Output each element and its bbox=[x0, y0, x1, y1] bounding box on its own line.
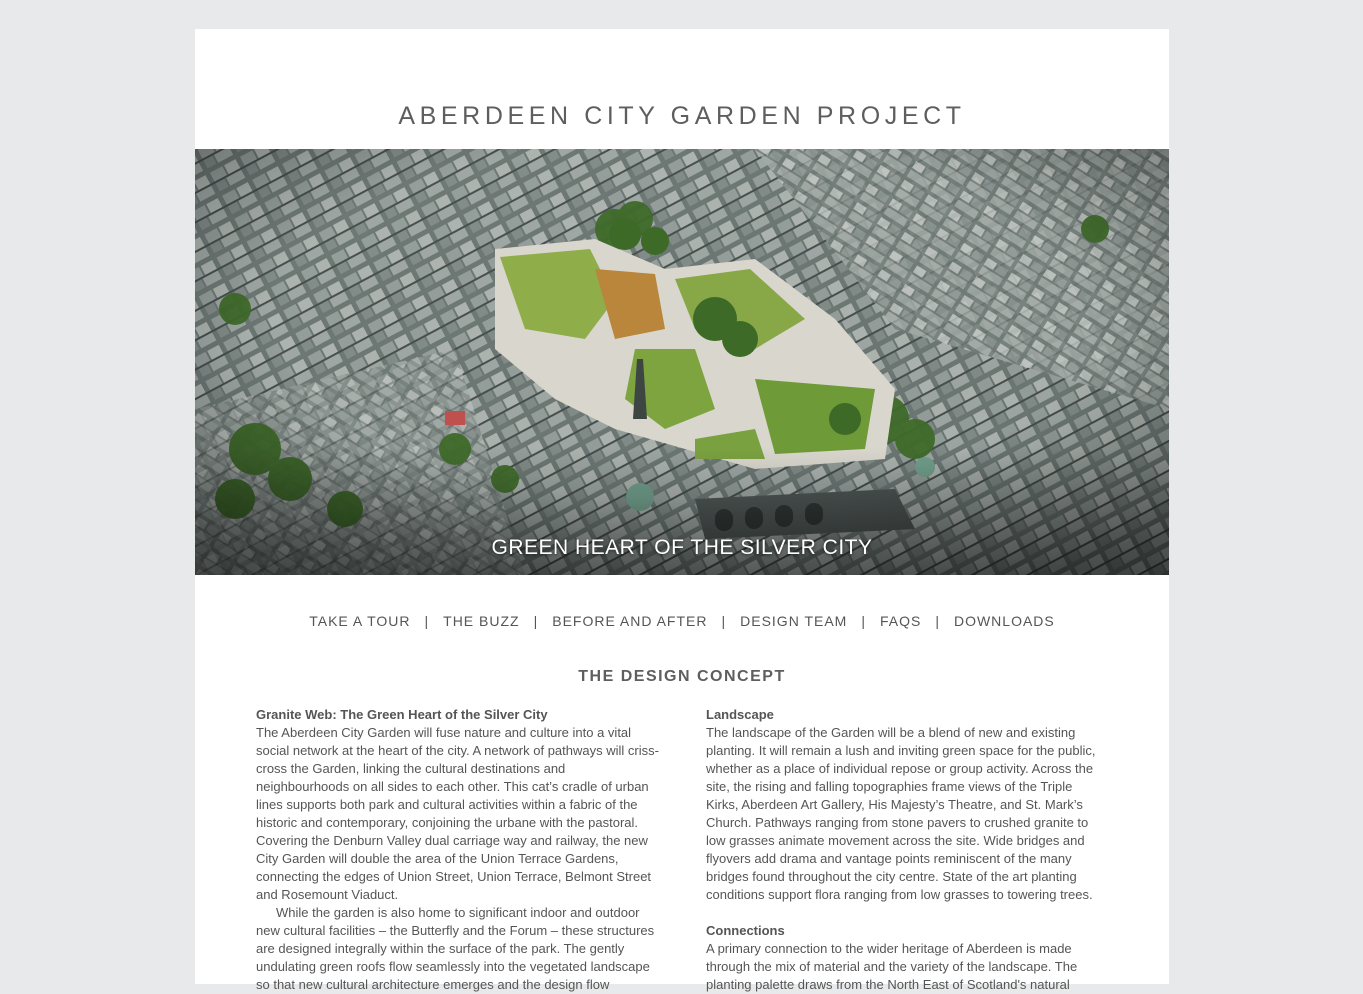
page-container bbox=[195, 29, 1169, 992]
nav-take-a-tour[interactable]: TAKE A TOUR bbox=[309, 613, 411, 629]
landscape-paragraph: The landscape of the Garden will be a blend of new and existing planting. It will remain a lush and inviting green space for the public, whether as a place of individual repose or group activity. Across the site, the rising and falling topographies frame views of the Triple Kirks, Aberdeen Art Gallery, His Majesty’s Theatre, and St. Mark’s Church. Pathways ranging from stone pavers to crushed granite to low grasses animate movement across the site. Wide bridges and flyovers add drama and vantage points reminiscent of the many bridges found throughout the city centre. State of the art planting conditions support flora ranging from low grasses to towering trees. bbox=[706, 725, 1096, 902]
nav-before-and-after[interactable]: BEFORE AND AFTER bbox=[552, 613, 708, 629]
left-column bbox=[256, 706, 660, 994]
hero-aerial-image bbox=[195, 149, 1169, 575]
landscape-heading: Landscape bbox=[706, 707, 774, 722]
nav-separator: | bbox=[533, 613, 539, 629]
section-spacer bbox=[706, 904, 1106, 922]
connections-paragraph: A primary connection to the wider heritage of Aberdeen is made through the mix of material and the variety of the landscape. The planting palette draws from the North East of Scotland's natural bbox=[706, 941, 1078, 992]
left-column-paragraph-2: While the garden is also home to significant indoor and outdoor new cultural facilities – the Butterfly and the Forum – these structures are designed integrally within the surface of the park. The gently undulating green roofs flow seamlessly into the vegetated landscape so that new cultural architecture emerges and the design flow bbox=[256, 905, 655, 992]
right-column bbox=[706, 706, 1106, 994]
connections-heading: Connections bbox=[706, 923, 785, 938]
hero-banner bbox=[195, 149, 1169, 575]
site-title: ABERDEEN CITY GARDEN PROJECT bbox=[398, 102, 966, 130]
left-column-paragraph-1: The Aberdeen City Garden will fuse nature and culture into a vital social network at the heart of the city. A network of pathways will criss-cross the Garden, linking the cultural destinations and neighbourhoods on all sides to each other. This cat’s cradle of urban lines supports both park and cultural activities within a fabric of the historic and contemporary, conjoining the urbane with the pastoral. Covering the Denburn Valley dual carriage way and railway, the new City Garden will double the area of the Union Terrace Gardens, connecting the edges of Union Street, Union Terrace, Belmont Street and Rosemount Viaduct. bbox=[256, 725, 659, 902]
nav-separator: | bbox=[424, 613, 430, 629]
nav-design-team[interactable]: DESIGN TEAM bbox=[740, 613, 848, 629]
nav-faqs[interactable]: FAQS bbox=[879, 613, 922, 629]
nav-separator: | bbox=[861, 613, 866, 629]
main-navigation bbox=[195, 611, 1169, 631]
nav-separator: | bbox=[721, 613, 727, 629]
nav-downloads[interactable]: DOWNLOADS bbox=[953, 613, 1055, 629]
left-column-heading: Granite Web: The Green Heart of the Silver City bbox=[256, 707, 548, 722]
nav-the-buzz[interactable]: THE BUZZ bbox=[443, 613, 520, 629]
section-title: THE DESIGN CONCEPT bbox=[578, 668, 786, 685]
nav-separator: | bbox=[935, 613, 940, 629]
hero-caption: GREEN HEART OF THE SILVER CITY bbox=[491, 536, 873, 559]
